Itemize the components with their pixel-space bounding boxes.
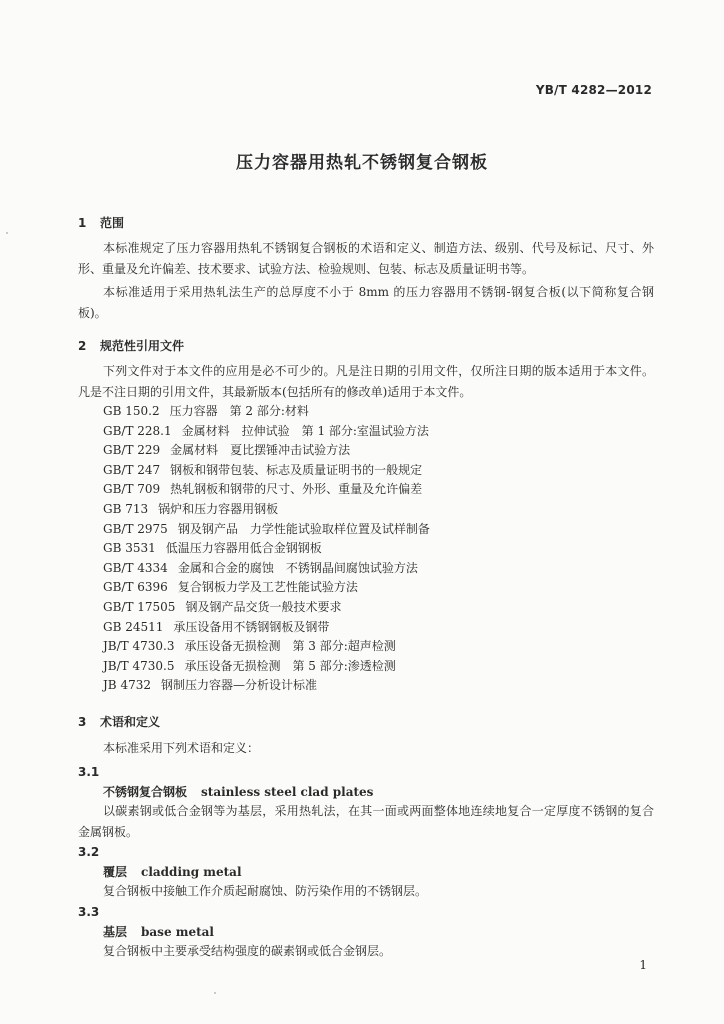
reference-title: 钢及钢产品交货一般技术要求: [185, 600, 342, 614]
reference-title: 承压设备无损检测 第 5 部分:渗透检测: [184, 658, 396, 673]
reference-code: GB/T 2975: [103, 521, 168, 536]
reference-title: 复合钢板力学及工艺性能试验方法: [177, 580, 358, 595]
reference-title: 金属材料 拉伸试验 第 1 部分:室温试验方法: [181, 423, 429, 438]
scan-speck: [214, 992, 216, 994]
term-definition: 以碳素钢或低合金钢等为基层，采用热轧法，在其一面或两面整体地连续地复合一定厚度不锈钢的复合金属钢板。: [78, 804, 654, 839]
term-definition: 复合钢板中接触工作介质起耐腐蚀、防污染作用的不锈钢层。: [103, 884, 428, 898]
reference-item: [103, 422, 429, 439]
reference-title: 钢制压力容器—分析设计标准: [160, 678, 317, 693]
term-name-zh: 覆层: [103, 865, 128, 879]
section-number: 3: [78, 715, 87, 729]
reference-title: 低温压力容器用低合金钢钢板: [165, 541, 322, 556]
term-name-zh: 基层: [103, 925, 128, 939]
reference-title: 钢板和钢带包装、标志及质量证明书的一般规定: [170, 462, 423, 477]
section-1-paragraph-2: 本标准适用于采用热轧法生产的总厚度不小于 8mm 的压力容器用不锈钢-钢复合板(以下简称复合钢板)。: [78, 285, 654, 320]
reference-item: [103, 461, 422, 478]
section-3-intro: 本标准采用下列术语和定义：: [103, 741, 260, 755]
section-title: 范围: [100, 216, 125, 230]
standard-code: YB/T 4282—2012: [535, 83, 652, 97]
term-name: [103, 783, 373, 800]
section-2-heading: [78, 337, 184, 354]
term-number: 3.2: [78, 845, 100, 859]
reference-code: GB/T 247: [103, 462, 161, 477]
section-1-paragraph-1: 本标准规定了压力容器用热轧不锈钢复合钢板的术语和定义、制造方法、级别、代号及标记、尺寸、外形、重量及允许偏差、技术要求、试验方法、检验规则、包装、标志及质量证明书等。: [78, 241, 654, 276]
reference-code: GB 150.2: [103, 404, 160, 418]
reference-item: [103, 676, 317, 693]
reference-code: GB 713: [103, 502, 149, 516]
reference-code: GB 3531: [103, 541, 156, 556]
reference-code: GB 24511: [103, 619, 164, 634]
section-2-intro: 下列文件对于本文件的应用是必不可少的。凡是注日期的引用文件，仅所注日期的版本适用于本文件。凡是不注日期的引用文件，其最新版本(包括所有的修改单)适用于本文件。: [78, 364, 654, 399]
section-number: 2: [78, 339, 87, 353]
reference-item: [103, 441, 350, 458]
page-number: 1: [639, 958, 647, 972]
reference-item: [103, 402, 309, 419]
section-3-heading: [78, 713, 160, 730]
term-number: 3.1: [78, 765, 100, 779]
section-number: 1: [78, 216, 87, 230]
reference-item: [103, 657, 396, 674]
reference-item: [103, 598, 341, 615]
section-1-heading: [78, 214, 124, 231]
reference-code: GB/T 228.1: [103, 423, 172, 438]
scan-speck: [6, 232, 8, 234]
section-title: 术语和定义: [100, 715, 161, 729]
reference-title: 承压设备无损检测 第 3 部分:超声检测: [184, 639, 396, 654]
reference-item: [103, 480, 422, 497]
document-title: 压力容器用热轧不锈钢复合钢板: [236, 153, 488, 173]
term-name-en: base metal: [141, 925, 214, 939]
reference-item: [103, 637, 396, 654]
reference-title: 热轧钢板和钢带的尺寸、外形、重量及允许偏差: [170, 482, 423, 497]
term-name-en: cladding metal: [141, 865, 242, 879]
term-name-zh: 不锈钢复合钢板: [103, 785, 188, 799]
reference-item: [103, 539, 322, 556]
reference-item: [103, 578, 358, 595]
reference-title: 钢及钢产品 力学性能试验取样位置及试样制备: [177, 521, 430, 536]
term-name-en: stainless steel clad plates: [201, 785, 374, 799]
reference-item: [103, 618, 329, 635]
term-definition: 复合钢板中主要承受结构强度的碳素钢或低合金钢层。: [103, 944, 392, 958]
reference-title: 金属和合金的腐蚀 不锈钢晶间腐蚀试验方法: [177, 560, 418, 575]
reference-title: 压力容器 第 2 部分:材料: [169, 404, 309, 418]
reference-code: JB/T 4730.3: [103, 639, 175, 654]
reference-item: [103, 559, 418, 576]
reference-code: GB/T 709: [103, 482, 161, 497]
reference-code: JB 4732: [103, 678, 151, 693]
reference-title: 承压设备用不锈钢钢板及钢带: [173, 619, 330, 634]
reference-item: [103, 520, 430, 537]
reference-code: JB/T 4730.5: [103, 658, 175, 673]
reference-code: GB/T 17505: [103, 600, 176, 614]
section-title: 规范性引用文件: [100, 339, 185, 353]
reference-item: [103, 500, 278, 517]
term-number: 3.3: [78, 905, 100, 919]
reference-code: GB/T 6396: [103, 580, 168, 595]
term-name: [103, 923, 214, 940]
reference-title: 锅炉和压力容器用钢板: [158, 502, 279, 516]
reference-title: 金属材料 夏比摆锤冲击试验方法: [170, 443, 351, 458]
reference-code: GB/T 229: [103, 443, 161, 458]
term-name: [103, 863, 242, 880]
reference-code: GB/T 4334: [103, 560, 168, 575]
